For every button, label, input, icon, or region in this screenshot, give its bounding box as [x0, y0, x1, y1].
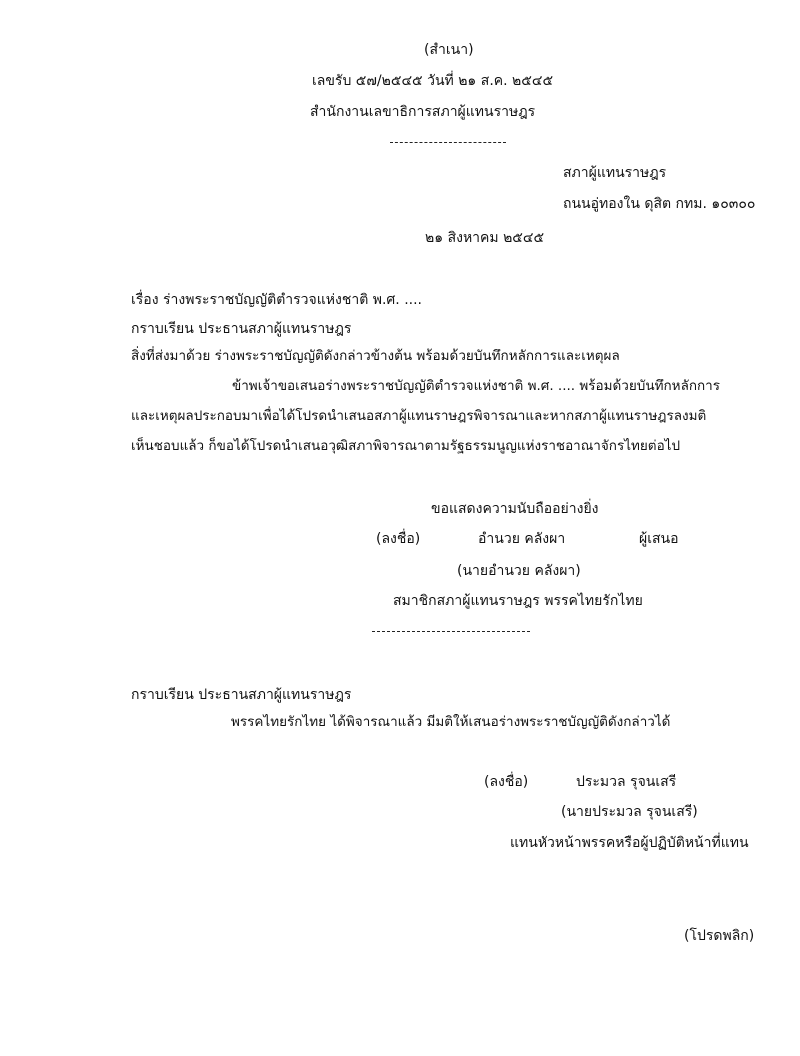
closing-phrase: ขอแสดงความนับถืออย่างยิ่ง	[431, 501, 599, 517]
signer-role-1: ผู้เสนอ	[639, 531, 679, 547]
letter-salutation: กราบเรียน ประธานสภาผู้แทนราษฎร	[131, 321, 352, 337]
letter-body-line-2: และเหตุผลประกอบมาเพื่อได้โปรดนำเสนอสภาผู้แทนราษฎรพิจารณาและหากสภาผู้แทนราษฎรลงมติ	[131, 408, 707, 424]
copy-mark: (สำเนา)	[424, 42, 474, 58]
endorsement-text: พรรคไทยรักไทย ได้พิจารณาแล้ว มีมติให้เสนอร่างพระราชบัญญัติดังกล่าวได้	[231, 714, 671, 730]
signer-position-1: สมาชิกสภาผู้แทนราษฎร พรรคไทยรักไทย	[393, 593, 643, 609]
signer-position-2: แทนหัวหน้าพรรคหรือผู้ปฏิบัติหน้าที่แทน	[510, 835, 749, 851]
address-line-2: ถนนอู่ทองใน ดุสิต กทม. ๑๐๓๐๐	[563, 196, 756, 212]
sign-label-2: (ลงชื่อ)	[484, 774, 529, 790]
office-name: สำนักงานเลขาธิการสภาผู้แทนราษฎร	[310, 104, 536, 120]
sign-label-1: (ลงชื่อ)	[376, 531, 421, 547]
signature-divider	[372, 631, 530, 632]
letter-enclosure: สิ่งที่ส่งมาด้วย ร่างพระราชบัญญัติดังกล่าวข้างต้น พร้อมด้วยบันทึกหลักการและเหตุผล	[131, 348, 620, 364]
turn-over-note: (โปรดพลิก)	[684, 928, 755, 944]
letter-subject: เรื่อง ร่างพระราชบัญญัติตำรวจแห่งชาติ พ.ศ. ....	[131, 292, 422, 308]
receipt-number: เลขรับ ๕๗/๒๕๔๕ วันที่ ๒๑ ส.ค. ๒๕๔๕	[312, 73, 554, 89]
signer-full-name-2: (นายประมวล รุจนเสรี)	[561, 804, 698, 820]
endorsement-salutation: กราบเรียน ประธานสภาผู้แทนราษฎร	[131, 687, 352, 703]
letter-body-line-1: ข้าพเจ้าขอเสนอร่างพระราชบัญญัติตำรวจแห่งชาติ พ.ศ. .... พร้อมด้วยบันทึกหลักการ	[232, 378, 721, 394]
letter-body-line-3: เห็นชอบแล้ว ก็ขอได้โปรดนำเสนอวุฒิสภาพิจารณาตามรัฐธรรมนูญแห่งราชอาณาจักรไทยต่อไป	[131, 438, 681, 454]
header-divider	[390, 142, 506, 143]
signer-full-name-1: (นายอำนวย คลังผา)	[457, 563, 581, 579]
signer-name-1: อำนวย คลังผา	[478, 531, 566, 547]
address-line-1: สภาผู้แทนราษฎร	[563, 165, 667, 181]
signer-name-2: ประมวล รุจนเสรี	[576, 774, 677, 790]
letter-date: ๒๑ สิงหาคม ๒๕๔๕	[425, 230, 545, 246]
